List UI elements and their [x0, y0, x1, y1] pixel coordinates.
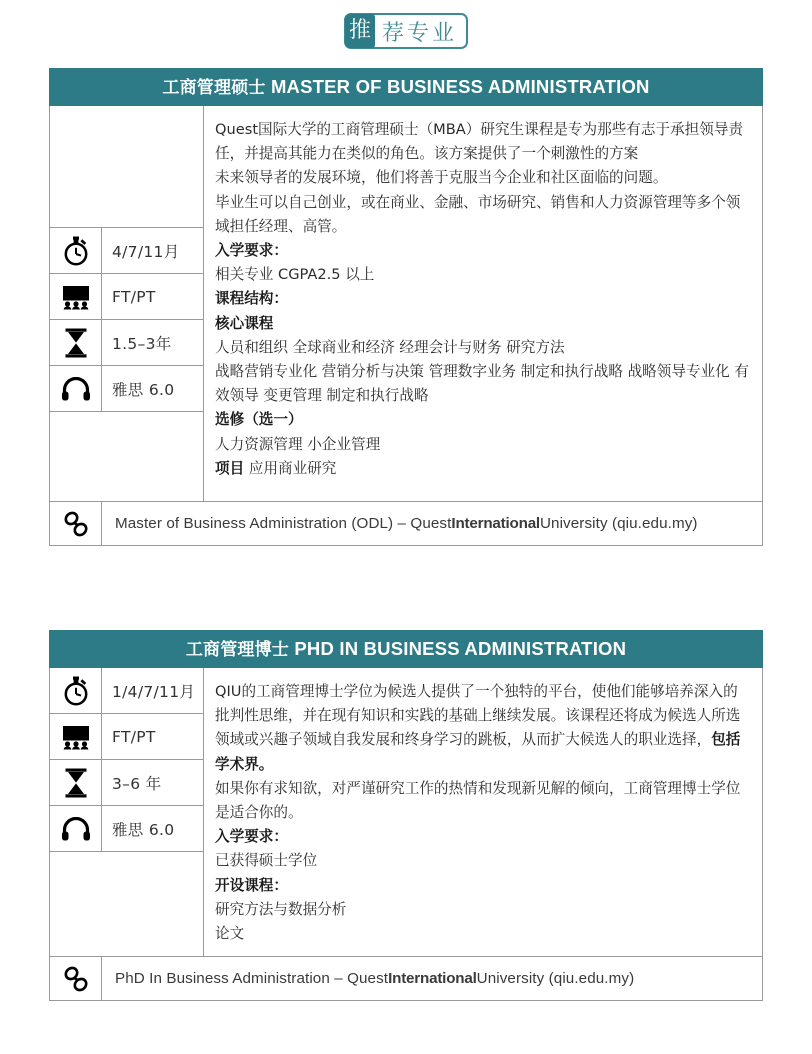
program-title-cn: 工商管理博士: [185, 640, 290, 660]
program-link-row-mba[interactable]: [49, 502, 763, 546]
fact-value-intake: 4/7/11月: [112, 242, 180, 261]
desc-heading-electives: 选修（选一）: [215, 411, 303, 429]
fact-value-duration: 1.5–3年: [112, 334, 172, 353]
fact-row-english: [50, 806, 203, 852]
desc-heading-courses-offered: 开设课程：: [215, 876, 288, 894]
program-title-cn: 工商管理硕士: [162, 78, 266, 98]
chain-link-icon: [50, 502, 102, 545]
facts-column-phd: [50, 668, 204, 956]
recommended-majors-badge-container: [0, 0, 812, 49]
fact-row-duration: [50, 760, 203, 806]
hourglass-icon: [50, 760, 102, 805]
program-body-mba: [49, 106, 763, 502]
desc-intro-main: QIU的工商管理博士学位为候选人提供了一个独特的平台，使他们能够培养深入的批判性思维，并在现有知识和实践的基础上继续发展。该课程还将成为候选人所选领域或兴趣子领域自我发展和终身学习的跳板，从而扩大候选人的职业选择，: [215, 683, 741, 749]
stopwatch-icon: [50, 228, 102, 273]
fact-value-mode: FT/PT: [112, 727, 156, 746]
desc-line: 研究方法与数据分析: [215, 900, 347, 918]
facts-bottom-spacer: [50, 852, 203, 956]
program-card-phd: [49, 630, 763, 1001]
program-title-en: PHD IN BUSINESS ADMINISTRATION: [294, 638, 627, 659]
fact-row-mode: [50, 714, 203, 760]
fact-row-duration: [50, 320, 203, 366]
chain-link-icon: [50, 957, 102, 1000]
classroom-icon: [50, 714, 102, 759]
fact-value-english: 雅思 6.0: [112, 820, 175, 839]
program-description-phd: [204, 668, 762, 956]
desc-line: 人力资源管理 小企业管理: [215, 435, 381, 453]
program-link-text-phd[interactable]: PhD In Business Administration – Quest International University (qiu.edu.my): [115, 970, 635, 988]
hourglass-icon: [50, 320, 102, 365]
fact-row-intake: [50, 668, 203, 714]
desc-line: 战略营销专业化 营销分析与决策 管理数字业务 制定和执行战略 战略领导专业化 有效领导 变更管理 制定和执行战略: [215, 363, 749, 405]
desc-line: Quest国际大学的工商管理硕士（MBA）研究生课程是专为那些有志于承担领导责任，并提高其能力在类似的角色。该方案提供了一个刺激性的方案: [215, 121, 744, 163]
desc-line: 未来领导者的发展环境，他们将善于克服当今企业和社区面临的问题。: [215, 169, 668, 187]
desc-line: 如果你有求知欲，对严谨研究工作的热情和发现新见解的倾向，工商管理博士学位是适合你的。: [215, 779, 741, 822]
headphones-icon: [50, 806, 102, 851]
fact-row-english: [50, 366, 203, 412]
facts-top-spacer: [50, 106, 203, 228]
badge-rest-chars: 荐专业: [382, 20, 458, 46]
program-title-phd: [49, 630, 763, 668]
program-card-mba: [49, 68, 763, 546]
facts-column-mba: [50, 106, 204, 501]
program-title-mba: [49, 68, 763, 106]
desc-line: 已获得硕士学位: [215, 852, 318, 870]
fact-row-mode: [50, 274, 203, 320]
desc-heading-entry-requirements: 入学要求：: [215, 242, 288, 260]
classroom-icon: [50, 274, 102, 319]
recommended-majors-badge: [344, 13, 468, 49]
fact-value-duration: 3–6 年: [112, 774, 162, 793]
fact-value-mode: FT/PT: [112, 287, 156, 306]
program-description-mba: [204, 106, 762, 501]
desc-line: 人员和组织 全球商业和经济 经理会计与财务 研究方法: [215, 338, 565, 356]
desc-heading-core-courses: 核心课程: [215, 314, 274, 332]
desc-line-intro: QIU的工商管理博士学位为候选人提供了一个独特的平台，使他们能够培养深入的批判性思维，并在现有知识和实践的基础上继续发展。该课程还将成为候选人所选领域或兴趣子领域自我发展和终身学习的跳板，从而扩大候选人的职业选择，包括学术界。: [215, 683, 741, 773]
badge-first-char: 推: [345, 14, 375, 48]
desc-line: 毕业生可以自己创业，或在商业、金融、市场研究、销售和人力资源管理等多个领域担任经理、高管。: [215, 193, 741, 235]
stopwatch-icon: [50, 668, 102, 713]
desc-heading-course-structure: 课程结构：: [215, 290, 288, 308]
facts-bottom-spacer: [50, 412, 203, 501]
desc-line: 相关专业 CGPA2.5 以上: [215, 266, 375, 284]
desc-heading-entry-requirements: 入学要求：: [215, 828, 288, 846]
fact-row-intake: [50, 228, 203, 274]
program-title-en: MASTER OF BUSINESS ADMINISTRATION: [270, 76, 650, 97]
fact-value-english: 雅思 6.0: [112, 380, 175, 399]
program-link-row-phd[interactable]: [49, 957, 763, 1001]
headphones-icon: [50, 366, 102, 411]
fact-value-intake: 1/4/7/11月: [112, 682, 196, 701]
program-link-text-mba[interactable]: Master of Business Administration (ODL) – Quest International University (qiu.edu.my): [115, 515, 698, 532]
desc-line-project: 项目 应用商业研究: [215, 459, 337, 477]
desc-line: 论文: [215, 925, 245, 943]
program-body-phd: [49, 668, 763, 957]
